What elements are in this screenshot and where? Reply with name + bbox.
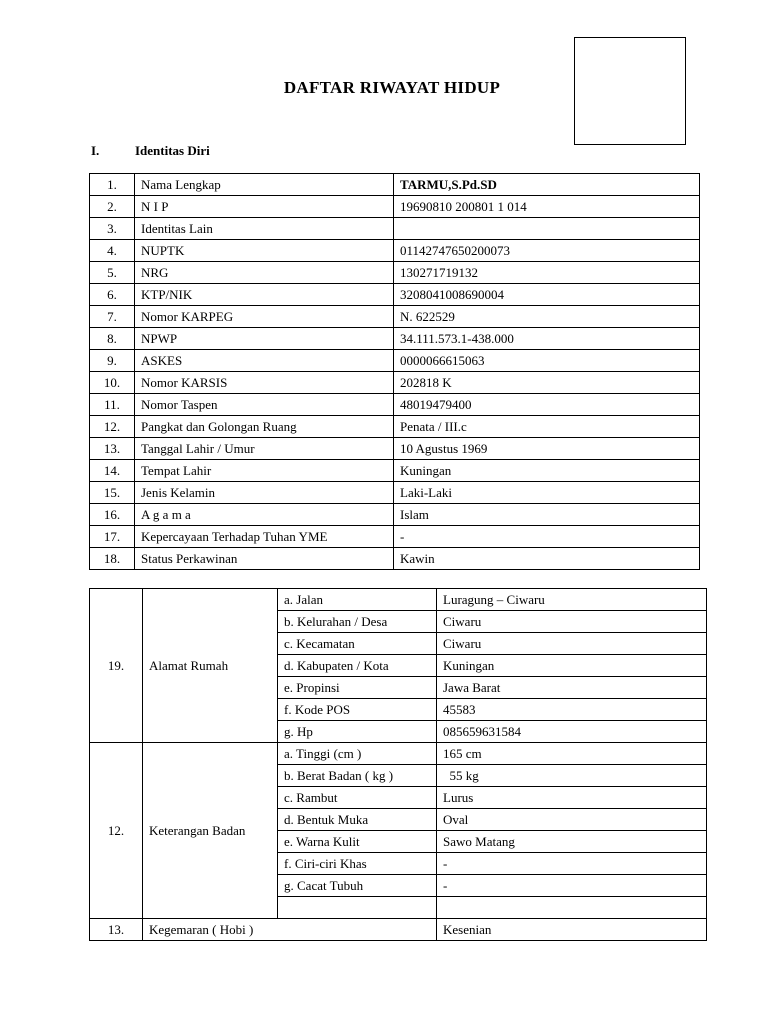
sub-label: e. Warna Kulit — [278, 831, 437, 853]
sub-value: 165 cm — [437, 743, 707, 765]
sub-value: 55 kg — [437, 765, 707, 787]
table-row — [90, 482, 700, 504]
row-value — [394, 218, 700, 240]
row-number: 2. — [90, 196, 135, 218]
row-value: TARMU,S.Pd.SD — [394, 174, 700, 196]
table-row — [90, 526, 700, 548]
sub-label: b. Kelurahan / Desa — [278, 611, 437, 633]
details-table — [89, 588, 707, 941]
row-value: 48019479400 — [394, 394, 700, 416]
row-value: 19690810 200801 1 014 — [394, 196, 700, 218]
table-row — [90, 284, 700, 306]
row-label: Tanggal Lahir / Umur — [135, 438, 394, 460]
row-number: 13. — [90, 438, 135, 460]
row-number: 16. — [90, 504, 135, 526]
sub-label: c. Rambut — [278, 787, 437, 809]
body-group-number: 12. — [90, 743, 143, 919]
row-value: N. 622529 — [394, 306, 700, 328]
table-row — [90, 504, 700, 526]
document-title: DAFTAR RIWAYAT HIDUP — [283, 78, 501, 97]
row-number: 15. — [90, 482, 135, 504]
sub-label: a. Tinggi (cm ) — [278, 743, 437, 765]
sub-label — [278, 897, 437, 919]
row-label: Nama Lengkap — [135, 174, 394, 196]
sub-label: d. Kabupaten / Kota — [278, 655, 437, 677]
sub-label: a. Jalan — [278, 589, 437, 611]
sub-label: g. Cacat Tubuh — [278, 875, 437, 897]
sub-label: g. Hp — [278, 721, 437, 743]
table-row — [90, 350, 700, 372]
address-group-number: 19. — [90, 589, 143, 743]
row-label: Nomor KARSIS — [135, 372, 394, 394]
sub-value: 45583 — [437, 699, 707, 721]
address-group-label: Alamat Rumah — [143, 589, 278, 743]
table-row — [90, 394, 700, 416]
row-number: 11. — [90, 394, 135, 416]
sub-value: Kuningan — [437, 655, 707, 677]
row-label: Tempat Lahir — [135, 460, 394, 482]
row-value: Laki-Laki — [394, 482, 700, 504]
table-row — [90, 589, 707, 611]
row-label: Pangkat dan Golongan Ruang — [135, 416, 394, 438]
sub-value: Oval — [437, 809, 707, 831]
row-number: 4. — [90, 240, 135, 262]
row-label: N I P — [135, 196, 394, 218]
row-number: 14. — [90, 460, 135, 482]
table-row — [90, 372, 700, 394]
row-number: 5. — [90, 262, 135, 284]
row-label: NPWP — [135, 328, 394, 350]
table-row — [90, 460, 700, 482]
sub-label: f. Kode POS — [278, 699, 437, 721]
row-value: - — [394, 526, 700, 548]
row-number: 3. — [90, 218, 135, 240]
hobby-number: 13. — [90, 919, 143, 941]
sub-label: e. Propinsi — [278, 677, 437, 699]
sub-value: - — [437, 853, 707, 875]
sub-value: Sawo Matang — [437, 831, 707, 853]
row-label: A g a m a — [135, 504, 394, 526]
row-label: Nomor Taspen — [135, 394, 394, 416]
body-group-label: Keterangan Badan — [143, 743, 278, 919]
row-number: 8. — [90, 328, 135, 350]
row-number: 18. — [90, 548, 135, 570]
sub-value: 085659631584 — [437, 721, 707, 743]
table-row — [90, 196, 700, 218]
row-number: 1. — [90, 174, 135, 196]
table-row — [90, 438, 700, 460]
sub-value: Lurus — [437, 787, 707, 809]
table-row — [90, 328, 700, 350]
sub-label: d. Bentuk Muka — [278, 809, 437, 831]
row-label: KTP/NIK — [135, 284, 394, 306]
row-number: 9. — [90, 350, 135, 372]
row-label: NRG — [135, 262, 394, 284]
row-label: Jenis Kelamin — [135, 482, 394, 504]
row-label: Identitas Lain — [135, 218, 394, 240]
row-value: 34.111.573.1-438.000 — [394, 328, 700, 350]
row-label: NUPTK — [135, 240, 394, 262]
table-row — [90, 743, 707, 765]
row-value: Islam — [394, 504, 700, 526]
sub-value: - — [437, 875, 707, 897]
sub-value: Ciwaru — [437, 633, 707, 655]
section-title: Identitas Diri — [135, 143, 210, 158]
sub-value: Luragung – Ciwaru — [437, 589, 707, 611]
row-number: 17. — [90, 526, 135, 548]
row-value: 01142747650200073 — [394, 240, 700, 262]
table-row — [90, 919, 707, 941]
row-label: Nomor KARPEG — [135, 306, 394, 328]
table-row — [90, 218, 700, 240]
sub-value: Ciwaru — [437, 611, 707, 633]
sub-value — [437, 897, 707, 919]
table-row — [90, 306, 700, 328]
row-value: Kawin — [394, 548, 700, 570]
row-number: 10. — [90, 372, 135, 394]
section-number: I. — [91, 143, 100, 158]
row-value: Kuningan — [394, 460, 700, 482]
table-row — [90, 262, 700, 284]
row-label: Status Perkawinan — [135, 548, 394, 570]
row-value: 3208041008690004 — [394, 284, 700, 306]
sub-label: b. Berat Badan ( kg ) — [278, 765, 437, 787]
table-row — [90, 174, 700, 196]
sub-label: f. Ciri-ciri Khas — [278, 853, 437, 875]
sub-label: c. Kecamatan — [278, 633, 437, 655]
row-label: ASKES — [135, 350, 394, 372]
row-value: 130271719132 — [394, 262, 700, 284]
hobby-label: Kegemaran ( Hobi ) — [143, 919, 437, 941]
row-number: 12. — [90, 416, 135, 438]
identity-table — [89, 173, 700, 570]
hobby-value: Kesenian — [437, 919, 707, 941]
row-label: Kepercayaan Terhadap Tuhan YME — [135, 526, 394, 548]
row-value: Penata / III.c — [394, 416, 700, 438]
row-value: 202818 K — [394, 372, 700, 394]
row-number: 7. — [90, 306, 135, 328]
table-row — [90, 548, 700, 570]
row-value: 10 Agustus 1969 — [394, 438, 700, 460]
row-value: 0000066615063 — [394, 350, 700, 372]
table-row — [90, 416, 700, 438]
table-row — [90, 240, 700, 262]
row-number: 6. — [90, 284, 135, 306]
sub-value: Jawa Barat — [437, 677, 707, 699]
